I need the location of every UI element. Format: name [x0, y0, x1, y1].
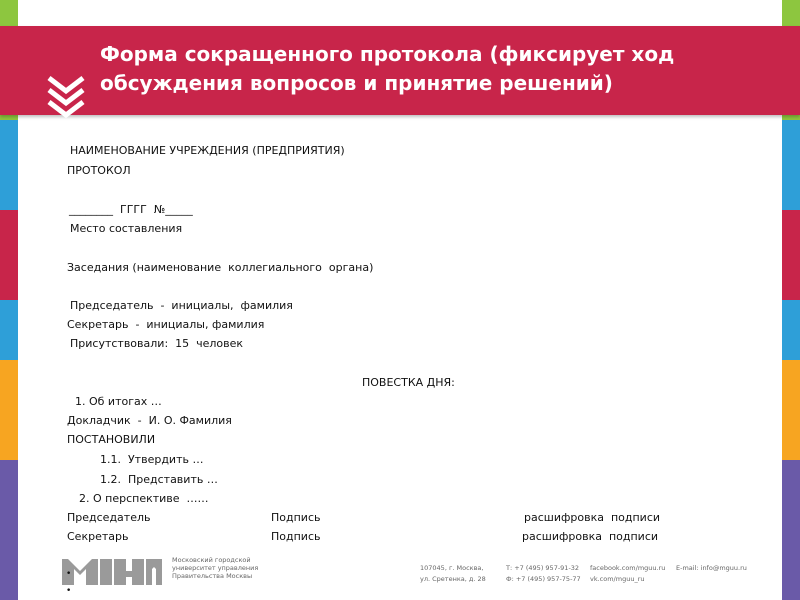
agenda-heading: ПОВЕСТКА ДНЯ:	[362, 376, 455, 389]
chairman-line: Председатель - инициалы, фамилия	[70, 299, 293, 312]
bullet-mark: •	[66, 586, 72, 596]
resolution-1-2: 1.2. Представить …	[100, 473, 218, 486]
signature-chairman-decode: расшифровка подписи	[524, 511, 661, 524]
address-line-1: 107045, г. Москва,	[420, 564, 484, 572]
protocol-heading: ПРОТОКОЛ	[67, 164, 131, 177]
university-logo	[60, 557, 164, 587]
chevron-down-icon	[46, 74, 86, 118]
footer	[0, 550, 800, 600]
address-line-2: ул. Сретенка, д. 28	[420, 575, 486, 583]
signature-chairman-sign: Подпись	[271, 511, 321, 524]
facebook-link[interactable]: facebook.com/mguu.ru	[590, 564, 666, 572]
agenda-item-1: 1. Об итогах …	[75, 395, 162, 408]
email-link[interactable]: E-mail: info@mguu.ru	[676, 564, 747, 572]
meeting-label: Заседания (наименование коллегиального органа)	[67, 261, 374, 274]
agenda-item-2: 2. О перспективе ……	[79, 492, 209, 505]
logo-text: Московский городской университет управления Правительства Москвы	[172, 556, 259, 580]
org-name: НАИМЕНОВАНИЕ УЧРЕЖДЕНИЯ (ПРЕДПРИЯТИЯ)	[70, 144, 345, 157]
vk-link[interactable]: vk.com/mguu_ru	[590, 575, 645, 583]
slide-title	[100, 40, 760, 98]
slide-title-line2: обсуждения вопросов и принятие решений)	[100, 71, 613, 95]
signature-secretary-decode: расшифровка подписи	[522, 530, 659, 543]
resolved-heading: ПОСТАНОВИЛИ	[67, 433, 156, 446]
speaker-line: Докладчик - И. О. Фамилия	[67, 414, 232, 427]
bullet-mark: •	[66, 569, 72, 579]
signature-secretary-sign: Подпись	[271, 530, 321, 543]
signature-chairman-label: Председатель	[67, 511, 151, 524]
present-line: Присутствовали: 15 человек	[70, 337, 244, 350]
resolution-1-1: 1.1. Утвердить …	[100, 453, 204, 466]
slide-title-line1: Форма сокращенного протокола (фиксирует ход	[100, 42, 675, 66]
phone-line-2: Ф: +7 (495) 957-75-77	[506, 575, 581, 583]
place-label: Место составления	[70, 222, 183, 235]
signature-secretary-label: Секретарь	[67, 530, 129, 543]
date-number-line: ________ ГГГГ №_____	[69, 203, 193, 216]
phone-line-1: Т: +7 (495) 957-91-32	[506, 564, 580, 572]
secretary-line: Секретарь - инициалы, фамилия	[67, 318, 265, 331]
